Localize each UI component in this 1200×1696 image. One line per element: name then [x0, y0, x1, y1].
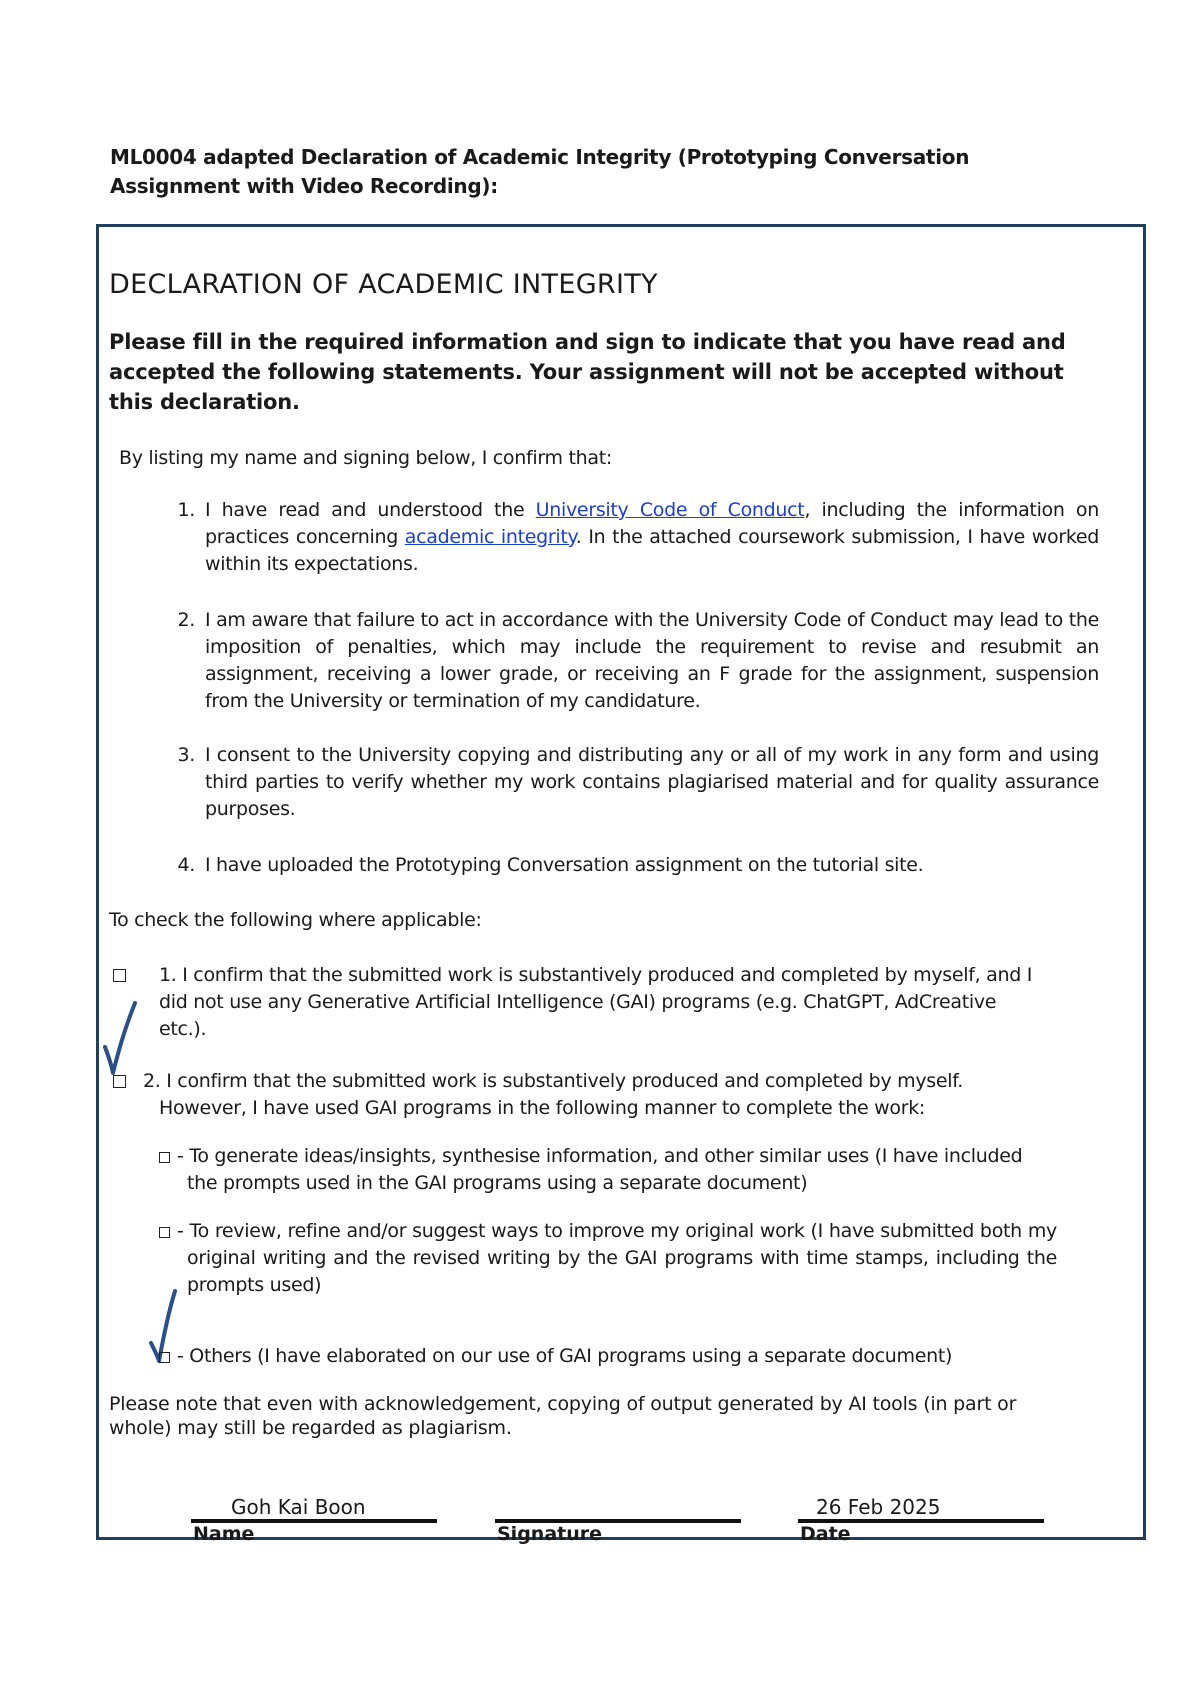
statement-number: 4.: [177, 854, 195, 876]
name-field[interactable]: [191, 1495, 437, 1545]
date-value: 26 Feb 2025: [816, 1495, 941, 1519]
plagiarism-note: Please note that even with acknowledgement, copying of output generated by AI tools (in part or whole) may still be regarded as plagiarism.: [109, 1393, 1017, 1439]
statement-text-part: , including the information on practices concerning: [205, 499, 1099, 548]
declaration-box: [96, 224, 1146, 1545]
statement-text-part: . In the attached coursework submission, I have worked within its expectations.: [205, 526, 1100, 575]
statement-3: [159, 742, 1099, 823]
option-2-label: 2. I confirm that the submitted work is substantively produced and completed by myself. However, I have used GAI programs in the following manner to complete the work:: [143, 1070, 963, 1119]
sub-option-2-text: [177, 1218, 1057, 1299]
sub-option-1-label: - To generate ideas/insights, synthesise information, and other similar uses (I have included the prompts used in the GAI programs using a separate document): [177, 1145, 1023, 1194]
page-title: ML0004 adapted Declaration of Academic Integrity (Prototyping Conversation Assignment with Video Recording):: [110, 145, 970, 198]
statement-number: 3.: [177, 744, 195, 766]
statement-2: [159, 607, 1099, 715]
statement-text: I am aware that failure to act in accordance with the University Code of Conduct may lead to the imposition of penalties, which may include the requirement to revise and resubmit an assignment, receiving a lower grade, or receiving an F grade for the assignment, suspension from the University or termination of my candidature.: [205, 609, 1099, 712]
date-label: Date: [800, 1523, 851, 1545]
statement-number: 1.: [177, 499, 195, 521]
date-field[interactable]: [798, 1495, 1044, 1545]
signature-label: Signature: [497, 1523, 603, 1545]
statement-text: I have uploaded the Prototyping Conversation assignment on the tutorial site.: [205, 854, 924, 876]
statement-text-part: I have read and understood the: [205, 499, 536, 521]
declaration-instruction: Please fill in the required information and sign to indicate that you have read and accepted the following statements. Your assignment will not be accepted without this declaration.: [109, 330, 1066, 414]
option-2-text: [143, 1068, 1013, 1122]
sub-option-3-checkbox[interactable]: [159, 1352, 170, 1363]
signature-field[interactable]: [495, 1495, 741, 1545]
statement-text: I consent to the University copying and distributing any or all of my work in any form and using third parties to verify whether my work contains plagiarised material and for quality assurance purposes.: [205, 744, 1099, 820]
code-of-conduct-link[interactable]: University Code of Conduct: [535, 499, 805, 521]
statement-4: [159, 852, 1099, 879]
option-2-checkbox[interactable]: [113, 1075, 126, 1088]
name-value: Goh Kai Boon: [231, 1495, 366, 1519]
sub-option-2-checkbox[interactable]: [159, 1227, 170, 1238]
academic-integrity-link[interactable]: academic integrity: [404, 526, 576, 548]
confirm-intro: By listing my name and signing below, I confirm that:: [119, 447, 612, 469]
option-1-text: 1. I confirm that the submitted work is substantively produced and completed by myself, and I did not use any Generative Artificial Intelligence (GAI) programs (e.g. ChatGPT, AdCreative etc.).: [159, 964, 1033, 1040]
option-1-checkbox[interactable]: [113, 969, 126, 982]
sub-option-2-label: - To review, refine and/or suggest ways to improve my original work (I have submitted both my original writing and the revised writing by the GAI programs with time stamps, including the prompts used): [177, 1220, 1057, 1296]
check-instructions: To check the following where applicable:: [109, 909, 482, 931]
sub-option-3-text: - Others (I have elaborated on our use of GAI programs using a separate document): [177, 1345, 953, 1367]
handwritten-checkmark-icon: [99, 999, 139, 1079]
statement-text: [205, 497, 1099, 578]
sub-option-1-text: [177, 1143, 1057, 1197]
signature-value: [495, 1495, 741, 1519]
statement-number: 2.: [177, 609, 195, 631]
name-label: Name: [193, 1523, 255, 1545]
statement-1: [159, 497, 1099, 578]
declaration-heading: DECLARATION OF ACADEMIC INTEGRITY: [109, 269, 658, 300]
sub-option-1-checkbox[interactable]: [159, 1152, 170, 1163]
